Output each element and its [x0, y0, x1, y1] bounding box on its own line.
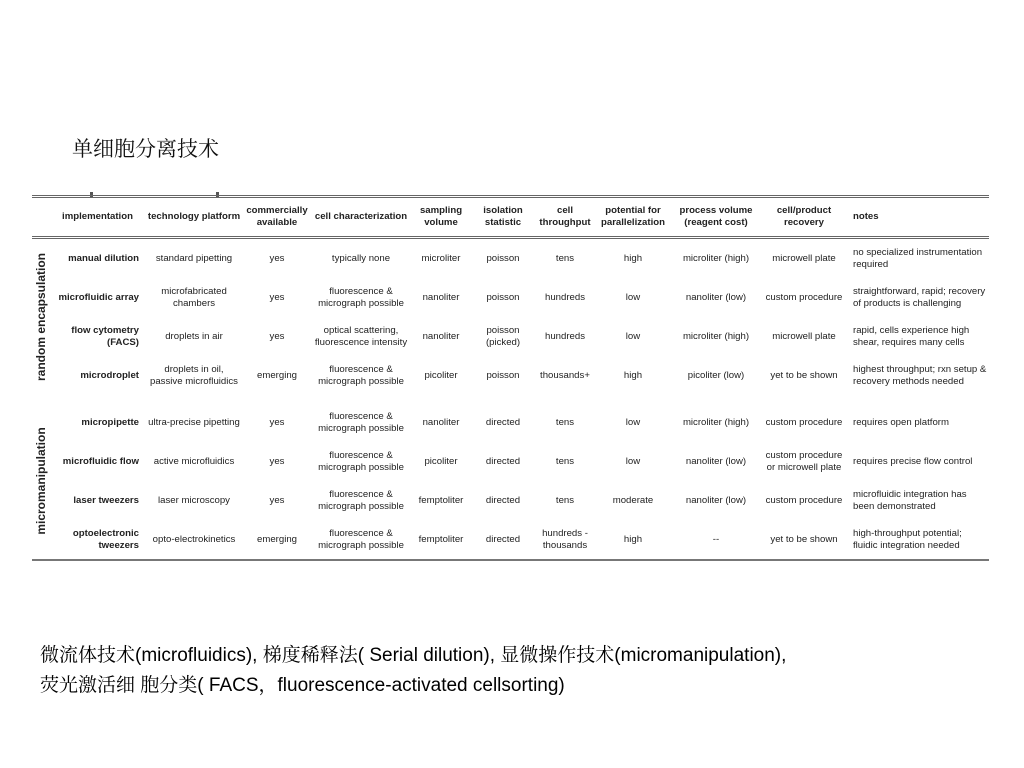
header-throughput: cell throughput	[539, 205, 591, 228]
cell-commercial: yes	[269, 252, 285, 264]
cell-characterization: fluorescence & micrograph possible	[318, 449, 404, 473]
cell-implementation: laser tweezers	[73, 494, 139, 506]
cell-platform: microfabricated chambers	[161, 285, 227, 309]
header-characterization: cell characterization	[314, 211, 408, 222]
cell-volume: nanoliter	[422, 291, 460, 303]
cell-commercial: yes	[243, 399, 311, 442]
cell-statistic: poisson	[486, 252, 520, 264]
table-row	[32, 399, 989, 442]
group-micromanipulation	[32, 399, 50, 560]
cell-characterization: fluorescence & micrograph possible	[318, 527, 404, 551]
single-cell-isolation-table	[32, 195, 989, 561]
cell-notes: rapid, cells experience high shear, requires many cells	[853, 324, 970, 348]
cell-statistic: directed	[485, 455, 521, 467]
cell-throughput: hundreds	[544, 291, 585, 303]
slide-title: 单细胞分离技术	[72, 137, 219, 161]
cell-volume: femptoliter	[418, 533, 464, 545]
header-recovery: cell/product recovery	[776, 205, 832, 228]
cell-commercial: yes	[269, 494, 285, 506]
cell-recovery: custom procedure or microwell plate	[765, 449, 843, 473]
cell-volume: femptoliter	[418, 494, 464, 506]
cell-implementation: microfluidic flow	[62, 455, 139, 467]
cell-recovery: microwell plate	[772, 252, 836, 264]
cell-volume: picoliter	[424, 369, 458, 381]
cell-implementation: microfluidic array	[58, 291, 139, 303]
table-row	[32, 278, 989, 317]
cell-characterization: optical scattering, fluorescence intensity	[314, 324, 408, 348]
header-commercial: commercially available	[246, 205, 308, 228]
cell-characterization: fluorescence & micrograph possible	[311, 399, 411, 442]
group-random-encapsulation	[32, 238, 50, 400]
cell-parallel: low	[625, 455, 641, 467]
caption-line-1: 微流体技术(microfluidics), 梯度稀释法( Serial dilution), 显微操作技术(micromanipulation),	[40, 645, 787, 666]
cell-process: picoliter (low)	[687, 369, 745, 381]
cell-recovery: custom procedure	[765, 291, 843, 303]
table-header-row	[32, 197, 989, 238]
cell-implementation: micropipette	[50, 399, 145, 442]
cell-parallel: high	[623, 533, 643, 545]
comparison-table-wrapper	[32, 195, 989, 561]
cell-throughput: tens	[555, 252, 575, 264]
cell-notes: no specialized instrumentation required	[853, 246, 983, 270]
cell-platform: laser microscopy	[158, 494, 230, 506]
cell-volume: picoliter	[424, 455, 458, 467]
cell-platform: standard pipetting	[155, 252, 233, 264]
cell-volume: microliter	[421, 252, 461, 264]
cell-process: nanoliter (low)	[685, 494, 747, 506]
cell-parallel: high	[623, 369, 643, 381]
cell-recovery: custom procedure	[765, 494, 843, 506]
cell-throughput: tens	[555, 494, 575, 506]
cell-recovery: microwell plate	[772, 330, 836, 342]
cell-statistic: directed	[485, 533, 521, 545]
table-row	[32, 442, 989, 481]
cell-notes: requires precise flow control	[853, 455, 973, 467]
cell-volume: nanoliter	[422, 330, 460, 342]
table-row	[32, 238, 989, 279]
cell-platform: opto-electrokinetics	[152, 533, 236, 545]
cell-notes: high-throughput potential; fluidic integration needed	[853, 527, 962, 551]
cell-implementation: microdroplet	[80, 369, 139, 381]
header-implementation: implementation	[62, 211, 133, 222]
group-label: random encapsulation	[34, 252, 48, 382]
table-row	[32, 481, 989, 520]
cell-notes: straightforward, rapid; recovery of products is challenging	[853, 285, 986, 309]
cell-process: microliter (high)	[682, 330, 750, 342]
cell-parallel: high	[623, 252, 643, 264]
cell-statistic: directed	[471, 399, 535, 442]
caption-line-2: 荧光激活细 胞分类( FACS，fluorescence-activated cellsorting)	[40, 675, 565, 696]
cell-throughput: hundreds - thousands	[542, 527, 588, 551]
cell-commercial: yes	[269, 455, 285, 467]
cell-characterization: fluorescence & micrograph possible	[318, 285, 404, 309]
group-label: micromanipulation	[34, 427, 48, 535]
header-statistic: isolation statistic	[483, 205, 523, 228]
cell-statistic: poisson	[486, 369, 520, 381]
cell-commercial: yes	[269, 330, 285, 342]
cell-parallel: low	[625, 330, 641, 342]
header-process: process volume (reagent cost)	[679, 205, 753, 228]
cell-characterization: fluorescence & micrograph possible	[318, 488, 404, 512]
cell-platform: droplets in air	[165, 330, 223, 342]
header-parallel: potential for parallelization	[601, 205, 665, 228]
table-row	[32, 317, 989, 356]
cell-recovery: yet to be shown	[770, 369, 838, 381]
cell-parallel: low	[595, 399, 671, 442]
cell-notes: requires open platform	[847, 399, 989, 442]
cell-throughput: hundreds	[544, 330, 585, 342]
cell-commercial: emerging	[257, 533, 297, 545]
cell-volume: nanoliter	[411, 399, 471, 442]
cell-parallel: low	[625, 291, 641, 303]
table-row	[32, 356, 989, 399]
header-volume: sampling volume	[419, 205, 463, 228]
table-row	[32, 520, 989, 560]
cell-throughput: tens	[535, 399, 595, 442]
cell-process: --	[712, 533, 720, 545]
cell-platform: ultra-precise pipetting	[145, 399, 243, 442]
cell-implementation: flow cytometry (FACS)	[71, 324, 139, 348]
cell-process: microliter (high)	[671, 399, 761, 442]
cell-parallel: moderate	[612, 494, 654, 506]
cell-recovery: custom procedure	[761, 399, 847, 442]
cell-throughput: thousands+	[540, 369, 590, 381]
cell-process: microliter (high)	[682, 252, 750, 264]
cell-commercial: yes	[269, 291, 285, 303]
cell-recovery: yet to be shown	[770, 533, 838, 545]
cell-statistic: poisson	[486, 291, 520, 303]
cell-commercial: emerging	[257, 369, 297, 381]
cell-process: nanoliter (low)	[685, 291, 747, 303]
cell-statistic: directed	[485, 494, 521, 506]
cell-statistic: poisson (picked)	[485, 324, 521, 348]
cell-notes: microfluidic integration has been demonstrated	[853, 488, 967, 512]
cell-platform: droplets in oil, passive microfluidics	[150, 363, 238, 387]
cell-implementation: optoelectronic tweezers	[72, 527, 139, 551]
cell-throughput: tens	[555, 455, 575, 467]
cell-platform: active microfluidics	[153, 455, 235, 467]
caption	[40, 641, 1020, 701]
cell-notes: highest throughput; rxn setup & recovery methods needed	[853, 363, 987, 387]
cell-process: nanoliter (low)	[685, 455, 747, 467]
header-notes: notes	[853, 211, 879, 222]
header-group	[32, 197, 50, 238]
cell-characterization: typically none	[331, 252, 391, 264]
header-platform: technology platform	[147, 211, 241, 222]
cell-implementation: manual dilution	[68, 252, 139, 264]
cell-characterization: fluorescence & micrograph possible	[318, 363, 404, 387]
